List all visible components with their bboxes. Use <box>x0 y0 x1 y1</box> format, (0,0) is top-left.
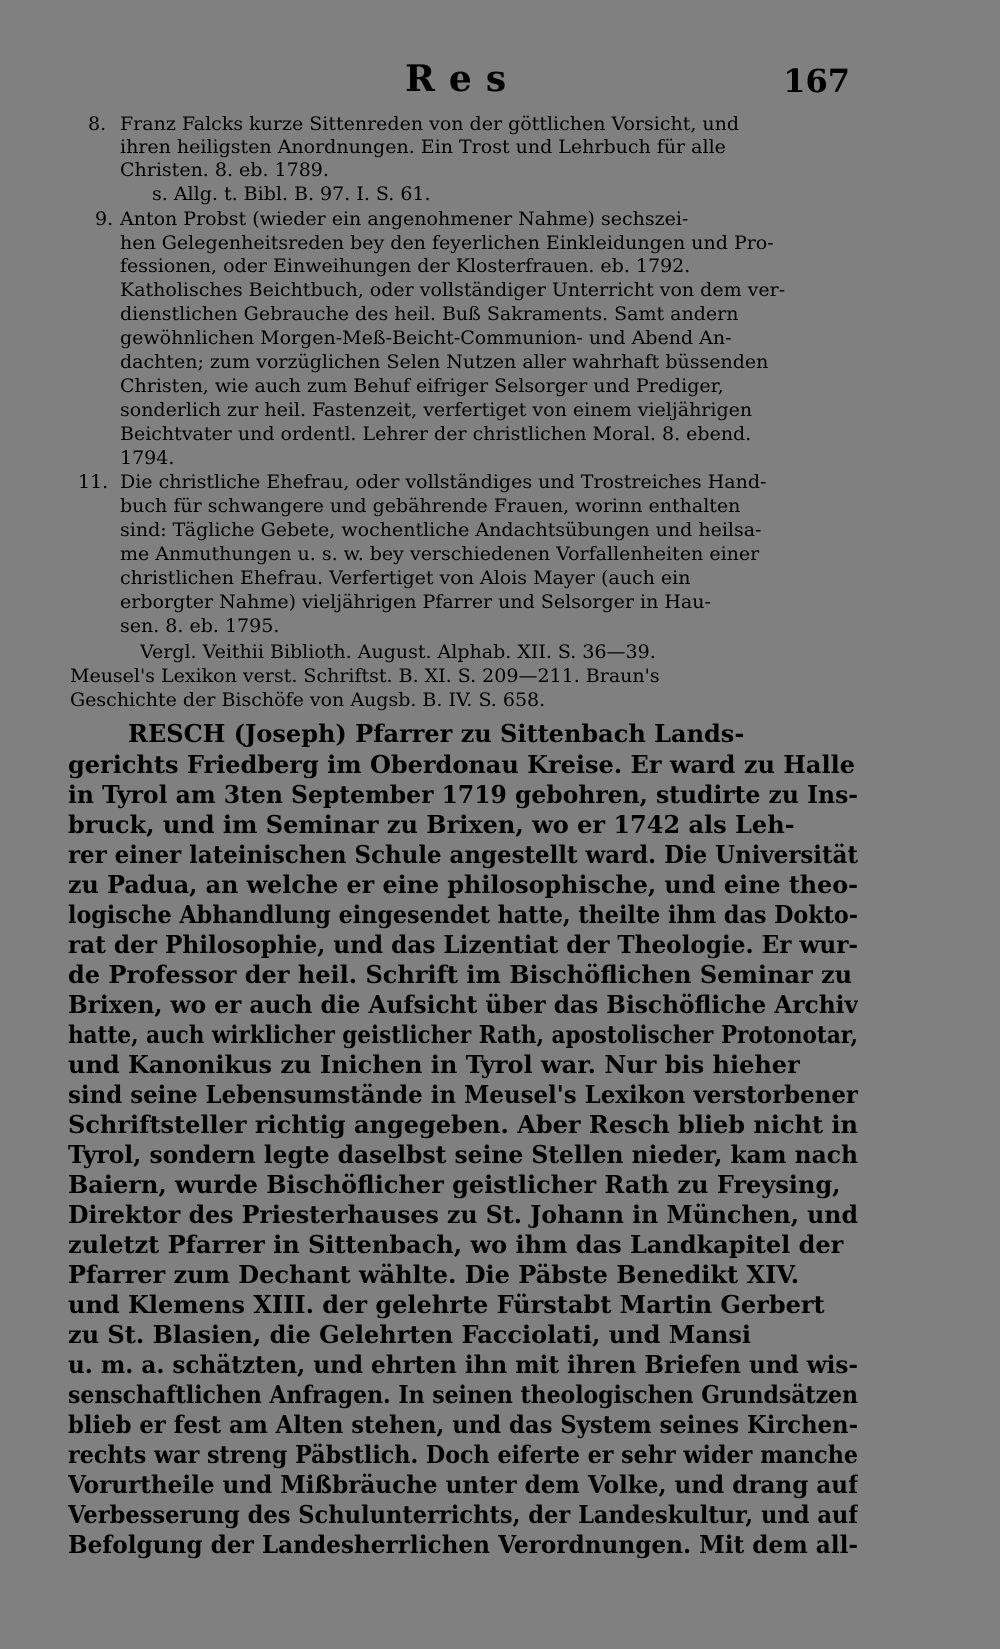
entry-number: 8. <box>88 113 107 135</box>
entry-line: Vergl. Veithii Biblioth. August. Alphab. XII. S. 36—39. <box>140 641 656 663</box>
running-head <box>0 58 1000 108</box>
body-line: gerichts Friedberg im Oberdonau Kreise. Er ward zu Halle <box>68 750 855 779</box>
entry-line: Beichtvater und ordentl. Lehrer der christlichen Moral. 8. ebend. <box>120 423 752 445</box>
entry-number: 9. <box>95 208 114 230</box>
entry-line: Christen. 8. eb. 1789. <box>120 159 329 181</box>
body-line: Vorurtheile und Mißbräuche unter dem Volke, und drang auf <box>68 1470 858 1499</box>
body-line: und Kanonikus zu Inichen in Tyrol war. Nur bis hieher <box>68 1050 800 1079</box>
entry-line: Meusel's Lexikon verst. Schriftst. B. XI. S. 209—211. Braun's <box>70 665 660 687</box>
body-line: logische Abhandlung eingesendet hatte, theilte ihm das Dokto- <box>68 900 858 929</box>
body-line: Verbesserung des Schulunterrichts, der Landeskultur, und auf <box>68 1500 858 1529</box>
entry-line: Anton Probst (wieder ein angenohmener Nahme) sechszei- <box>120 208 689 230</box>
body-line: rat der Philosophie, und das Lizentiat der Theologie. Er wur- <box>68 930 858 959</box>
body-line: sind seine Lebensumstände in Meusel's Lexikon verstorbener <box>68 1080 858 1109</box>
body-line: zuletzt Pfarrer in Sittenbach, wo ihm das Landkapitel der <box>68 1230 844 1259</box>
entry-line: Franz Falcks kurze Sittenreden von der göttlichen Vorsicht, und <box>120 113 740 135</box>
body-line: de Professor der heil. Schrift im Bischöflichen Seminar zu <box>68 960 853 989</box>
entry-line: fessionen, oder Einweihungen der Klosterfrauen. eb. 1792. <box>120 255 691 277</box>
body-line: senschaftlichen Anfragen. In seinen theologischen Grundsätzen <box>68 1380 858 1409</box>
entry-line: erborgter Nahme) vieljährigen Pfarrer und Selsorger in Hau- <box>120 591 711 613</box>
entry-line: buch für schwangere und gebährende Frauen, worinn enthalten <box>120 495 741 517</box>
body-line: hatte, auch wirklicher geistlicher Rath, apostolischer Protonotar, <box>68 1020 858 1049</box>
entry-line: hen Gelegenheitsreden bey den feyerlichen Einkleidungen und Pro- <box>120 232 774 254</box>
body-line: Befolgung der Landesherrlichen Verordnungen. Mit dem all- <box>68 1530 858 1559</box>
body-line: Brixen, wo er auch die Aufsicht über das Bischöfliche Archiv <box>68 990 858 1019</box>
body-line: in Tyrol am 3ten September 1719 gebohren, studirte zu Ins- <box>68 780 858 809</box>
entry-line: Die christliche Ehefrau, oder vollständiges und Trostreiches Hand- <box>120 471 767 493</box>
entry-line: ihren heiligsten Anordnungen. Ein Trost und Lehrbuch für alle <box>120 136 726 158</box>
body-line: u. m. a. schätzten, und ehrten ihn mit ihren Briefen und wis- <box>68 1350 858 1379</box>
entry-line: gewöhnlichen Morgen-Meß-Beicht-Communion- und Abend An- <box>120 327 732 349</box>
entry-line: sen. 8. eb. 1795. <box>120 615 280 637</box>
body-line: Pfarrer zum Dechant wählte. Die Päbste Benedikt XIV. <box>68 1260 800 1289</box>
body-line: blieb er fest am Alten stehen, und das System seines Kirchen- <box>68 1410 858 1439</box>
entry-line: dienstlichen Gebrauche des heil. Buß Sakraments. Samt andern <box>120 303 739 325</box>
body-line: zu Padua, an welche er eine philosophische, und eine theo- <box>68 870 858 899</box>
entry-line: Katholisches Beichtbuch, oder vollständiger Unterricht von dem ver- <box>120 279 786 301</box>
entry-line: christlichen Ehefrau. Verfertiget von Alois Mayer (auch ein <box>120 567 691 589</box>
entry-number: 11. <box>78 471 109 493</box>
entry-line: 1794. <box>120 447 175 469</box>
body-line: zu St. Blasien, die Gelehrten Facciolati, und Mansi <box>68 1320 751 1349</box>
body-line: bruck, und im Seminar zu Brixen, wo er 1742 als Leh- <box>68 810 795 839</box>
body-line: Direktor des Priesterhauses zu St. Johann in München, und <box>68 1200 858 1229</box>
page-number: 167 <box>783 62 850 100</box>
body-line: rechts war streng Päbstlich. Doch eiferte er sehr wider manche <box>68 1440 858 1469</box>
body-line: rer einer lateinischen Schule angestellt ward. Die Universität <box>68 840 858 869</box>
body-line: Baiern, wurde Bischöflicher geistlicher Rath zu Freysing, <box>68 1170 841 1199</box>
entry-line: dachten; zum vorzüglichen Selen Nutzen aller wahrhaft büssenden <box>120 351 769 373</box>
entry-line: sonderlich zur heil. Fastenzeit, verfertiget von einem vieljährigen <box>120 399 753 421</box>
body-line: Schriftsteller richtig angegeben. Aber Resch blieb nicht in <box>68 1110 858 1139</box>
entry-line: sind: Tägliche Gebete, wochentliche Andachtsübungen und heilsa- <box>120 519 762 541</box>
entry-line: me Anmuthungen u. s. w. bey verschiedenen Vorfallenheiten einer <box>120 543 760 565</box>
entry-line: Geschichte der Bischöfe von Augsb. B. IV. S. 658. <box>70 689 546 711</box>
running-head-title: Res <box>405 58 521 100</box>
body-line: RESCH (Joseph) Pfarrer zu Sittenbach Lands- <box>128 719 745 748</box>
entry-line: s. Allg. t. Bibl. B. 97. I. S. 61. <box>152 183 431 205</box>
entry-line: Christen, wie auch zum Behuf eifriger Selsorger und Prediger, <box>120 375 724 397</box>
body-line: und Klemens XIII. der gelehrte Fürstabt Martin Gerbert <box>68 1290 825 1319</box>
body-line: Tyrol, sondern legte daselbst seine Stellen nieder, kam nach <box>68 1140 858 1169</box>
